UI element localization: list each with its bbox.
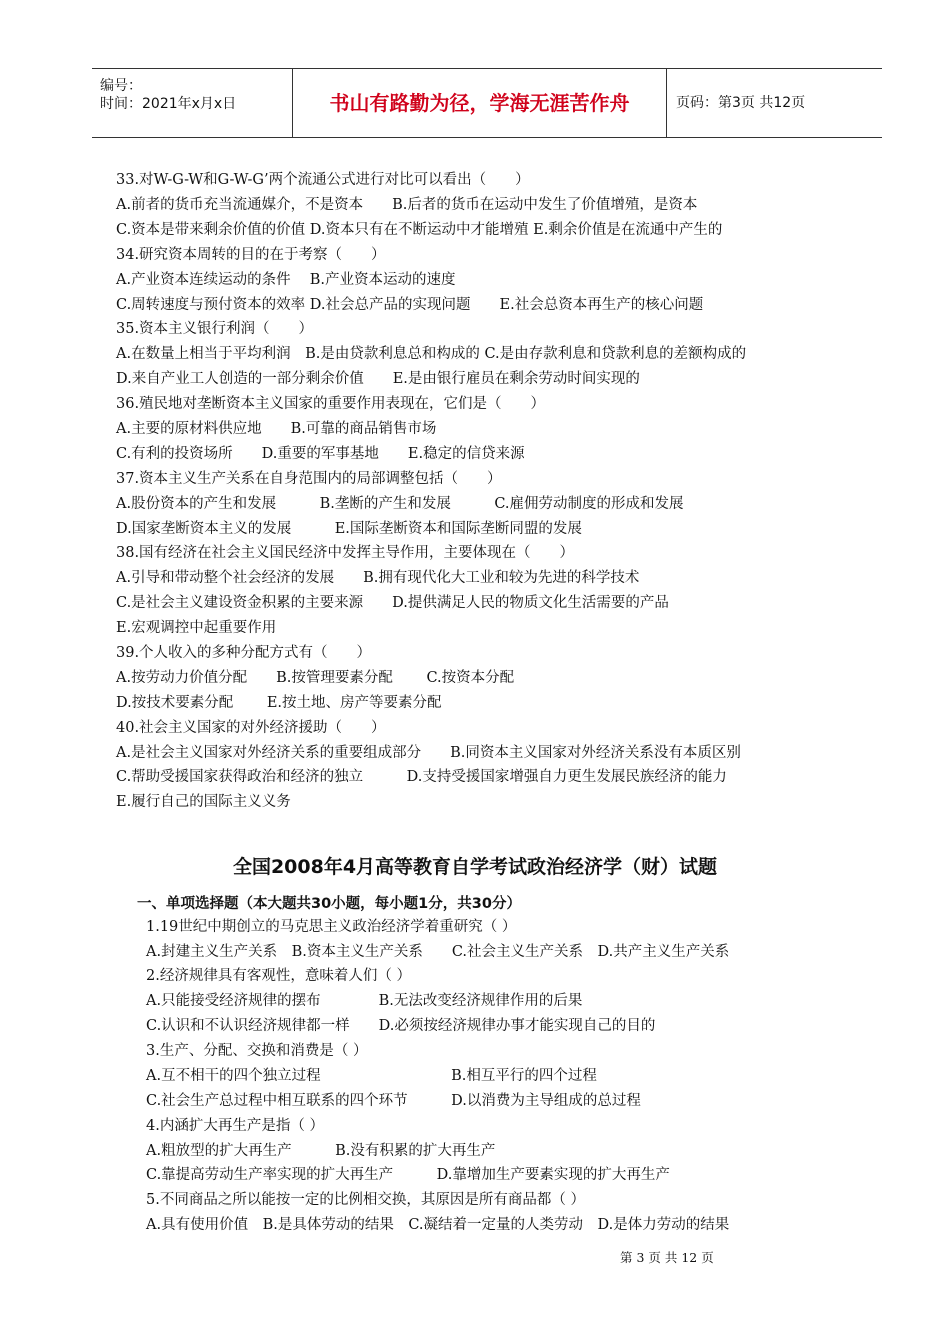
option-line: A.具有使用价值 B.是具体劳动的结果 C.凝结着一定量的人类劳动 D.是体力劳动的结果 xyxy=(146,1217,730,1233)
option-line: C.是社会主义建设资金积累的主要来源 D.提供满足人民的物质文化生活需要的产品 xyxy=(116,595,669,611)
option-line: A.主要的原材料供应地 B.可靠的商品销售市场 xyxy=(116,421,437,437)
option-line: A.股份资本的产生和发展 B.垄断的产生和发展 C.雇佣劳动制度的形成和发展 xyxy=(116,496,684,512)
option-line: A.引导和带动整个社会经济的发展 B.拥有现代化大工业和较为先进的科学技术 xyxy=(116,570,640,586)
header-divider xyxy=(666,69,667,137)
exam-title: 全国2008年4月高等教育自学考试政治经济学（财）试题 xyxy=(232,856,718,878)
option-line: A.封建主义生产关系 B.资本主义生产关系 C.社会主义生产关系 D.共产主义生产关系 xyxy=(146,944,730,960)
question-line: 34.研究资本周转的目的在于考察（ ） xyxy=(116,247,386,263)
option-line: C.有利的投资场所 D.重要的军事基地 E.稳定的信贷来源 xyxy=(116,446,525,462)
question-line: 35.资本主义银行利润（ ） xyxy=(116,321,314,337)
option-line: D.来自产业工人创造的一部分剩余价值 E.是由银行雇员在剩余劳动时间实现的 xyxy=(116,371,640,387)
option-line: E.履行自己的国际主义义务 xyxy=(116,794,291,810)
question-line: 39.个人收入的多种分配方式有（ ） xyxy=(116,645,372,661)
number-label: 编号： xyxy=(100,78,142,94)
question-line: 36.殖民地对垄断资本主义国家的重要作用表现在，它们是（ ） xyxy=(116,396,546,412)
option-line: C.周转速度与预付资本的效率 D.社会总产品的实现问题 E.社会总资本再生产的核心问题 xyxy=(116,297,704,313)
page-header xyxy=(92,68,882,138)
question-line: 4.内涵扩大再生产是指（ ） xyxy=(146,1118,324,1134)
header-meta-cell xyxy=(92,69,292,137)
time-label: 时间：2021年x月x日 xyxy=(100,96,237,112)
option-line: A.只能接受经济规律的摆布 B.无法改变经济规律作用的后果 xyxy=(146,993,583,1009)
page-footer: 第 3 页 共 12 页 xyxy=(620,1250,714,1265)
header-motto: 书山有路勤为径，学海无涯苦作舟 xyxy=(329,91,630,115)
header-page-info: 页码：第3页 共12页 xyxy=(676,95,806,111)
question-line: 37.资本主义生产关系在自身范围内的局部调整包括（ ） xyxy=(116,471,502,487)
option-line: D.按技术要素分配 E.按土地、房产等要素分配 xyxy=(116,695,442,711)
option-line: A.按劳动力价值分配 B.按管理要素分配 C.按资本分配 xyxy=(116,670,515,686)
section-heading: 一、单项选择题（本大题共30小题，每小题1分，共30分） xyxy=(137,896,521,912)
option-line: E.宏观调控中起重要作用 xyxy=(116,620,277,636)
question-line: 33.对W-G-W和G-W-G’两个流通公式进行对比可以看出（ ） xyxy=(116,172,530,188)
option-line: A.产业资本连续运动的条件 B.产业资本运动的速度 xyxy=(116,272,456,288)
option-line: A.是社会主义国家对外经济关系的重要组成部分 B.同资本主义国家对外经济关系没有本质区别 xyxy=(116,745,741,761)
question-line: 1.19世纪中期创立的马克思主义政治经济学着重研究（ ） xyxy=(146,919,517,935)
option-line: C.认识和不认识经济规律都一样 D.必须按经济规律办事才能实现自己的目的 xyxy=(146,1018,656,1034)
option-line: A.粗放型的扩大再生产 B.没有积累的扩大再生产 xyxy=(146,1143,496,1159)
option-line: C.社会生产总过程中相互联系的四个环节 D.以消费为主导组成的总过程 xyxy=(146,1093,641,1109)
option-line: C.资本是带来剩余价值的价值 D.资本只有在不断运动中才能增殖 E.剩余价值是在流通中产生的 xyxy=(116,222,723,238)
option-line: C.靠提高劳动生产率实现的扩大再生产 D.靠增加生产要素实现的扩大再生产 xyxy=(146,1167,670,1183)
option-line: A.在数量上相当于平均利润 B.是由贷款利息总和构成的 C.是由存款利息和贷款利息的差额构成的 xyxy=(116,346,747,362)
option-line: D.国家垄断资本主义的发展 E.国际垄断资本和国际垄断同盟的发展 xyxy=(116,521,582,537)
option-line: A.互不相干的四个独立过程 B.相互平行的四个过程 xyxy=(146,1068,597,1084)
question-line: 3.生产、分配、交换和消费是（ ） xyxy=(146,1043,368,1059)
option-line: A.前者的货币充当流通媒介，不是资本 B.后者的货币在运动中发生了价值增殖，是资本 xyxy=(116,197,698,213)
question-line: 38.国有经济在社会主义国民经济中发挥主导作用，主要体现在（ ） xyxy=(116,545,575,561)
option-line: C.帮助受援国家获得政治和经济的独立 D.支持受援国家增强自力更生发展民族经济的能力 xyxy=(116,769,727,785)
question-line: 5.不同商品之所以能按一定的比例相交换，其原因是所有商品都（ ） xyxy=(146,1192,585,1208)
question-line: 40.社会主义国家的对外经济援助（ ） xyxy=(116,720,386,736)
question-line: 2.经济规律具有客观性，意味着人们（ ） xyxy=(146,968,411,984)
